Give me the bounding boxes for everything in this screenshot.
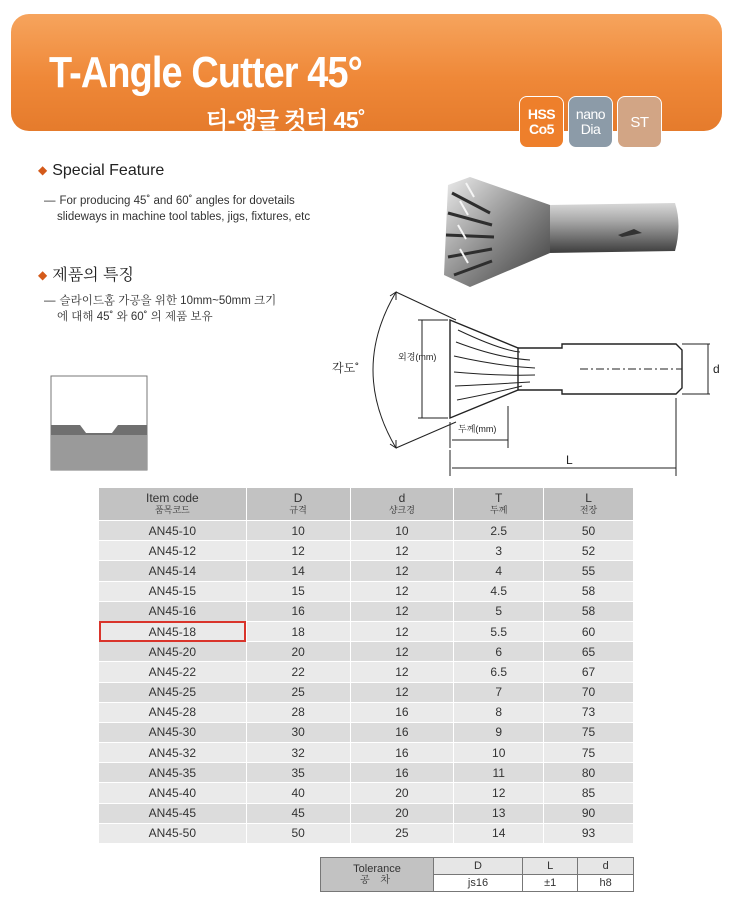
diamond-bullet-icon: ◆ — [38, 163, 48, 177]
value-cell: 32 — [246, 743, 350, 763]
thickness-label: 두께(mm) — [458, 424, 497, 434]
item-code-cell: AN45-25 — [99, 682, 247, 702]
tolerance-table — [320, 857, 634, 892]
value-cell: 6.5 — [454, 662, 544, 682]
value-cell: 4.5 — [454, 581, 544, 601]
feature-heading-en: ◆ Special Feature — [38, 162, 165, 179]
dovetail-slot-diagram — [50, 375, 148, 471]
tolerance-label: Tolerance 공 차 — [321, 858, 434, 892]
col-D: D 규격 — [246, 488, 350, 521]
col-d: d 샹크경 — [350, 488, 454, 521]
diamond-bullet-icon: ◆ — [38, 268, 48, 282]
value-cell: 12 — [350, 662, 454, 682]
table-row — [99, 783, 634, 803]
value-cell: 2.5 — [454, 521, 544, 541]
value-cell: 15 — [246, 581, 350, 601]
value-cell: 12 — [350, 621, 454, 641]
value-cell: 58 — [544, 581, 634, 601]
item-code-cell: AN45-28 — [99, 702, 247, 722]
item-code-cell: AN45-20 — [99, 642, 247, 662]
value-cell: 12 — [350, 581, 454, 601]
value-cell: 73 — [544, 702, 634, 722]
value-cell: 16 — [350, 743, 454, 763]
value-cell: 16 — [350, 702, 454, 722]
product-photo — [430, 165, 690, 295]
table-row — [99, 581, 634, 601]
value-cell: 67 — [544, 662, 634, 682]
value-cell: 25 — [246, 682, 350, 702]
header-banner — [11, 14, 722, 137]
value-cell: 50 — [246, 823, 350, 843]
table-row — [99, 823, 634, 843]
spec-table — [98, 487, 634, 844]
technical-drawing — [330, 280, 730, 480]
table-row — [99, 642, 634, 662]
value-cell: 40 — [246, 783, 350, 803]
value-cell: 22 — [246, 662, 350, 682]
length-label: L — [566, 453, 573, 467]
table-row — [99, 803, 634, 823]
value-cell: 16 — [350, 722, 454, 742]
value-cell: 16 — [246, 601, 350, 621]
value-cell: 45 — [246, 803, 350, 823]
feature-heading-ko: ◆ 제품의 특징 — [38, 267, 134, 284]
table-row — [99, 702, 634, 722]
value-cell: 28 — [246, 702, 350, 722]
item-code-cell: AN45-40 — [99, 783, 247, 803]
shank-diameter-label: d — [713, 362, 720, 376]
table-row — [99, 541, 634, 561]
feature-desc-en: — For producing 45˚ and 60˚ angles for dovetails slideways in machine tool tables, jigs, fixtures, etc — [44, 195, 311, 223]
tol-val-d: h8 — [578, 875, 634, 892]
value-cell: 75 — [544, 722, 634, 742]
table-row — [99, 561, 634, 581]
item-code-cell: AN45-15 — [99, 581, 247, 601]
col-L: L 전장 — [544, 488, 634, 521]
table-row — [99, 682, 634, 702]
value-cell: 10 — [350, 521, 454, 541]
value-cell: 30 — [246, 722, 350, 742]
arrow-head — [390, 440, 396, 448]
value-cell: 10 — [246, 521, 350, 541]
item-code-cell: AN45-12 — [99, 541, 247, 561]
value-cell: 12 — [350, 601, 454, 621]
value-cell: 4 — [454, 561, 544, 581]
value-cell: 93 — [544, 823, 634, 843]
value-cell: 85 — [544, 783, 634, 803]
col-item-code: Item code 품목코드 — [99, 488, 247, 521]
value-cell: 3 — [454, 541, 544, 561]
table-row — [99, 521, 634, 541]
value-cell: 90 — [544, 803, 634, 823]
feature-desc-ko: — 슬라이드홈 가공을 위한 10mm~50mm 크기 에 대해 45˚ 와 60˚ 의 제품 보유 — [44, 295, 277, 323]
item-code-cell: AN45-16 — [99, 601, 247, 621]
table-row — [99, 763, 634, 783]
value-cell: 12 — [350, 682, 454, 702]
value-cell: 13 — [454, 803, 544, 823]
value-cell: 5.5 — [454, 621, 544, 641]
table-row — [99, 601, 634, 621]
value-cell: 20 — [350, 803, 454, 823]
arrow-head — [390, 292, 396, 300]
value-cell: 60 — [544, 621, 634, 641]
value-cell: 20 — [350, 783, 454, 803]
badge-st: ST — [617, 96, 662, 148]
tol-col-d: d — [578, 858, 634, 875]
value-cell: 14 — [454, 823, 544, 843]
item-code-cell: AN45-14 — [99, 561, 247, 581]
table-row — [99, 722, 634, 742]
value-cell: 80 — [544, 763, 634, 783]
value-cell: 35 — [246, 763, 350, 783]
value-cell: 6 — [454, 642, 544, 662]
angle-label: 각도˚ — [332, 361, 360, 375]
spec-table-body — [99, 521, 634, 844]
col-T: T 두께 — [454, 488, 544, 521]
table-row — [99, 662, 634, 682]
value-cell: 12 — [350, 541, 454, 561]
value-cell: 55 — [544, 561, 634, 581]
item-code-cell: AN45-45 — [99, 803, 247, 823]
angle-arc — [373, 292, 396, 448]
item-code-cell: AN45-32 — [99, 743, 247, 763]
page-subtitle: 티-앵글 컷터 45˚ — [206, 107, 366, 133]
value-cell: 18 — [246, 621, 350, 641]
item-code-cell: AN45-30 — [99, 722, 247, 742]
table-row — [99, 621, 634, 641]
value-cell: 12 — [246, 541, 350, 561]
value-cell: 25 — [350, 823, 454, 843]
value-cell: 12 — [350, 642, 454, 662]
value-cell: 58 — [544, 601, 634, 621]
tol-col-L: L — [523, 858, 578, 875]
value-cell: 10 — [454, 743, 544, 763]
badge-hss-co5: HSS Co5 — [519, 96, 564, 148]
value-cell: 9 — [454, 722, 544, 742]
value-cell: 16 — [350, 763, 454, 783]
page-title: T-Angle Cutter 45° — [49, 48, 362, 97]
value-cell: 50 — [544, 521, 634, 541]
material-badges — [519, 96, 662, 148]
value-cell: 52 — [544, 541, 634, 561]
item-code-cell: AN45-35 — [99, 763, 247, 783]
badge-nano-dia: nano Dia — [568, 96, 613, 148]
item-code-cell: AN45-22 — [99, 662, 247, 682]
tol-val-D: js16 — [434, 875, 523, 892]
tol-col-D: D — [434, 858, 523, 875]
tol-val-L: ±1 — [523, 875, 578, 892]
value-cell: 5 — [454, 601, 544, 621]
value-cell: 12 — [350, 561, 454, 581]
value-cell: 14 — [246, 561, 350, 581]
value-cell: 20 — [246, 642, 350, 662]
value-cell: 70 — [544, 682, 634, 702]
value-cell: 65 — [544, 642, 634, 662]
item-code-cell: AN45-18 — [99, 621, 247, 641]
value-cell: 12 — [454, 783, 544, 803]
item-code-cell: AN45-50 — [99, 823, 247, 843]
diameter-label: 외경(mm) — [398, 352, 437, 362]
value-cell: 8 — [454, 702, 544, 722]
value-cell: 7 — [454, 682, 544, 702]
item-code-cell: AN45-10 — [99, 521, 247, 541]
value-cell: 75 — [544, 743, 634, 763]
table-row — [99, 743, 634, 763]
value-cell: 11 — [454, 763, 544, 783]
